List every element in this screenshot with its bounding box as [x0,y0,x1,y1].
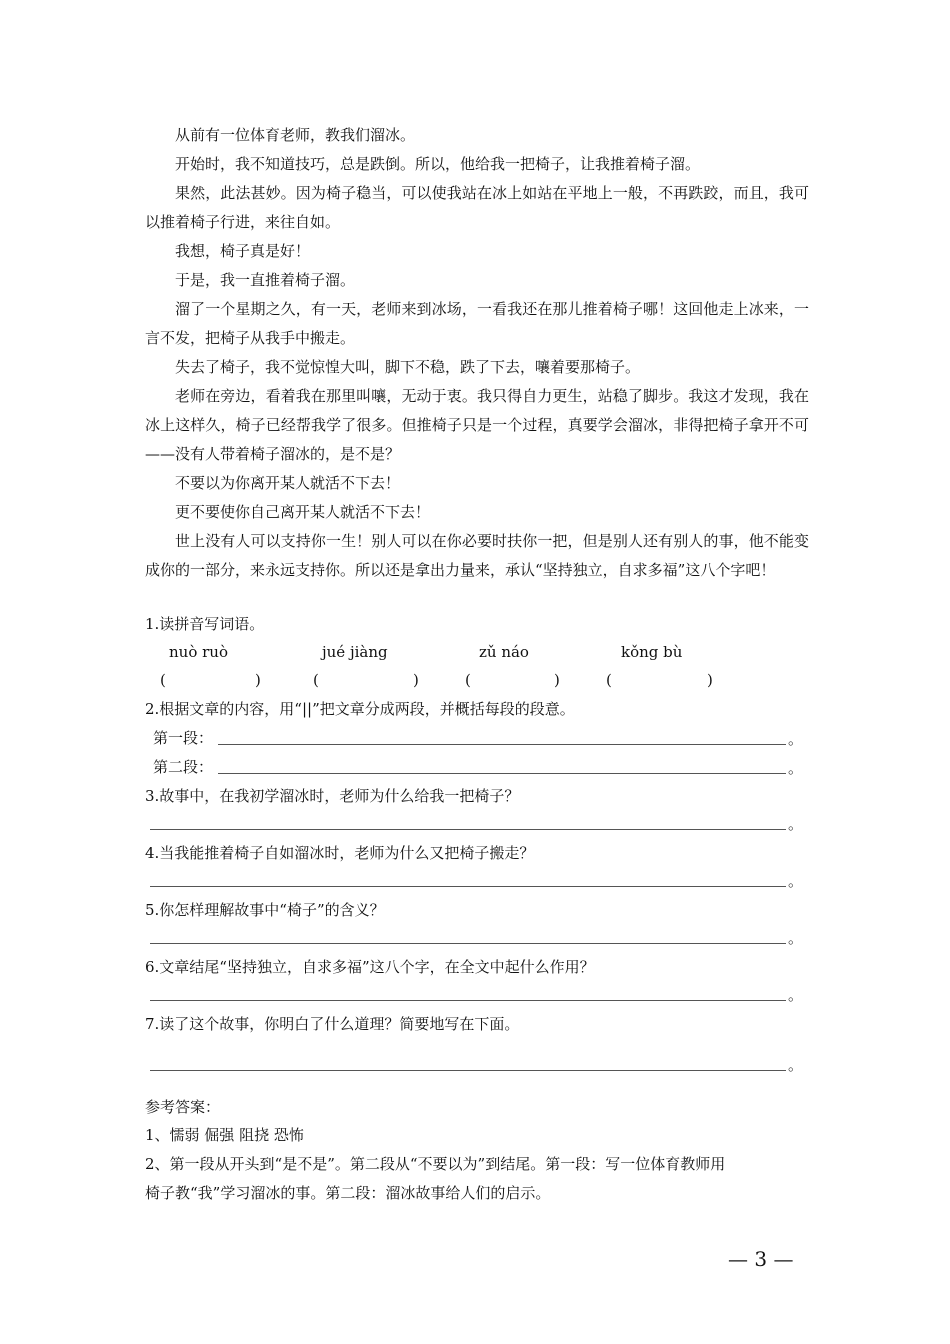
story-paragraph-7: 失去了椅子，我不觉惊惶大叫，脚下不稳，跌了下去，嚷着要那椅子。 [175,358,641,376]
question-3-answer-line[interactable] [150,829,786,830]
question-4: 4.当我能推着椅子自如溜冰时，老师为什么又把椅子搬走？ [145,844,535,862]
segment-1-label: 第一段： [153,729,214,747]
question-4-answer-line[interactable] [150,886,786,887]
answer-box-4-close: ) [707,671,713,689]
question-7: 7.读了这个故事，你明白了什么道理？简要地写在下面。 [145,1015,520,1033]
question-1: 1.读拼音写词语。 [145,615,265,633]
answers-heading: 参考答案： [145,1098,221,1116]
answer-2-line-1: 2、第一段从开头到“是不是”。第二段从“不要以为”到结尾。第一段：写一位体育教师用 [145,1155,726,1173]
answer-box-3-close: ) [554,671,560,689]
segment-1-period: 。 [788,730,804,748]
answer-box-2-open: ( [313,671,319,689]
answer-box-4-open: ( [606,671,612,689]
question-4-period: 。 [788,872,804,890]
story-paragraph-4: 我想，椅子真是好！ [175,242,311,260]
question-7-answer-line[interactable] [150,1070,786,1071]
story-paragraph-2: 开始时，我不知道技巧，总是跌倒。所以，他给我一把椅子，让我推着椅子溜。 [175,155,701,173]
answer-2-line-2: 椅子教“我”学习溜冰的事。第二段：溜冰故事给人们的启示。 [145,1184,551,1202]
answer-box-1-open: ( [160,671,166,689]
story-paragraph-10: 更不要使你自己离开某人就活不下去！ [175,503,431,521]
pinyin-1: nuò ruò [169,643,228,661]
question-3: 3.故事中，在我初学溜冰时，老师为什么给我一把椅子？ [145,787,520,805]
page-number: — 3 — [728,1247,794,1271]
question-5-answer-line[interactable] [150,943,786,944]
question-6-period: 。 [788,986,804,1004]
answer-box-1-close: ) [255,671,261,689]
story-paragraph-8: 老师在旁边，看着我在那里叫嚷，无动于衷。我只得自力更生，站稳了脚步。我这才发现，我在冰上这样久，椅子已经帮我学了很多。但推椅子只是一个过程，真要学会溜冰，非得把椅子拿开不可——没有人带着椅子溜冰的，是不是？ [145,387,809,463]
story-paragraph-9: 不要以为你离开某人就活不下去！ [175,474,401,492]
segment-2-label: 第二段： [153,758,214,776]
question-6-answer-line[interactable] [150,1000,786,1001]
question-3-period: 。 [788,815,804,833]
story-paragraph-3: 果然，此法甚妙。因为椅子稳当，可以使我站在冰上如站在平地上一般，不再跌跤，而且，我可以推着椅子行进，来往自如。 [145,184,809,231]
answer-box-2-close: ) [413,671,419,689]
answer-box-3-open: ( [465,671,471,689]
segment-2-answer-line[interactable] [218,773,786,774]
segment-2-period: 。 [788,759,804,777]
pinyin-4: kǒng bù [621,643,683,661]
question-2: 2.根据文章的内容，用“||”把文章分成两段，并概括每段的段意。 [145,700,575,718]
answer-1: 1、懦弱 倔强 阻挠 恐怖 [145,1126,304,1144]
story-paragraph-11: 世上没有人可以支持你一生！别人可以在你必要时扶你一把，但是别人还有别人的事，他不能变成你的一部分，来永远支持你。所以还是拿出力量来，承认“坚持独立，自求多福”这八个字吧！ [145,532,809,579]
segment-1-answer-line[interactable] [218,744,786,745]
story-paragraph-5: 于是，我一直推着椅子溜。 [175,271,356,289]
story-paragraph-6: 溜了一个星期之久，有一天，老师来到冰场，一看我还在那儿推着椅子哪！这回他走上冰来，一言不发，把椅子从我手中搬走。 [145,300,809,347]
pinyin-3: zǔ náo [479,643,529,661]
question-5-period: 。 [788,929,804,947]
question-5: 5.你怎样理解故事中“椅子”的含义？ [145,901,385,919]
question-7-period: 。 [788,1056,804,1074]
pinyin-2: jué jiàng [322,643,388,661]
question-6: 6.文章结尾“坚持独立，自求多福”这八个字，在全文中起什么作用？ [145,958,595,976]
story-paragraph-1: 从前有一位体育老师，教我们溜冰。 [175,126,416,144]
